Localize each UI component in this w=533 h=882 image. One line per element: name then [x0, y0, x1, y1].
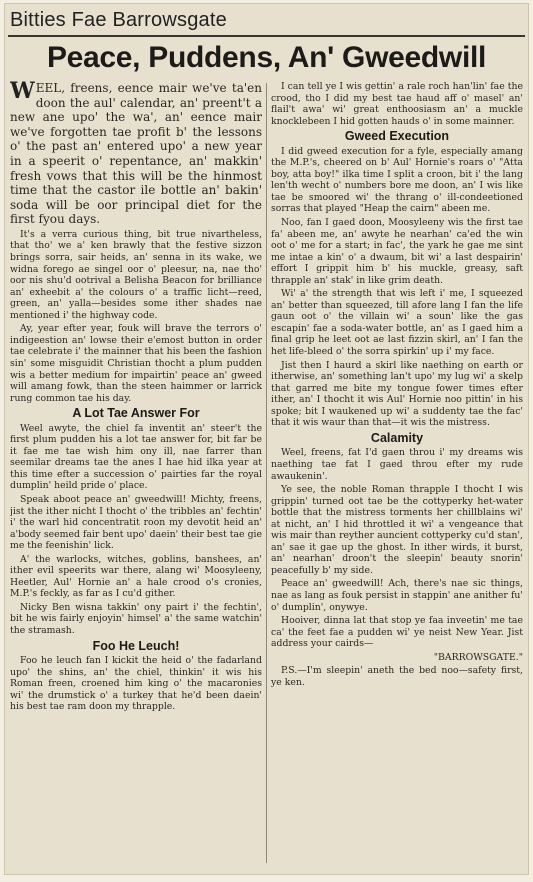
- paragraph: I can tell ye I wis gettin' a rale roch han'lin' fae the crood, tho I did my best tae haud aff o' masel' an' flail't awa' wi' great enthoosiasm an' a muckle knocklebeen I hid gotten hauds o' in some mainner.: [270, 81, 523, 127]
- subheading: Calamity: [370, 430, 424, 445]
- article-columns: [4, 81, 529, 865]
- column-divider: [266, 83, 267, 863]
- paragraph: A' the warlocks, witches, goblins, banshees, an' ither evil speerits war there, alang wi' Moosyleeny, Heetler, Aul' Hornie an' a hale crood o's cronies, M.P.'s feckly, as far as I cu'd gither.: [10, 553, 262, 600]
- paragraph: Ay, year efter year, fouk will brave the terrors o' indigeestion an' lowse their e'emost button in order tae celebrate i' the mainner that his been the fashion sin' some misguidit Christian thocht a plum pudden wis a better medium for impairtin' peace an' gweed will amang fowk, than the steen haimmer or larrick rung common tae his day.: [10, 323, 262, 404]
- author-signature: "BARROWSGATE.": [433, 651, 523, 663]
- paragraph: Weel awyte, the chiel fa inventit an' steer't the first plum pudden his a lot tae answer for, bit far be it fae me tae wish him ony ill, nae farrer than seemilar dreams tae the anes I hae hid ilka year at this time efter a succession o' pairties far the royal dumplin' heild pride o' place.: [10, 422, 262, 492]
- postscript: P.S.—I'm sleepin' aneth the bed noo—safety first, ye ken.: [270, 665, 523, 688]
- paragraph: Weel, freens, fat I'd gaen throu i' my dreams wis naething tae fat I gaed throu efter my rude awaukenin'.: [270, 447, 523, 482]
- paragraph: Foo he leuch fan I kickit the heid o' the fadarland upo' the shins, an' the chiel, thinkin' it wis his Roman freen, croened him king o' the macaronies wi' the drumstick o' a turkey that he'd been daein' his best tae ram doon my thrapple.: [10, 655, 262, 713]
- paragraph: Nicky Ben wisna takkin' ony pairt i' the fechtin', bit he wis fairly enjoyin' himsel' a' the same watchin' the stramash.: [10, 601, 262, 636]
- paragraph: Noo, fan I gaed doon, Moosyleeny wis the first tae fa' abeen me, an' awyte he nearhan' ca'ed the win oot o' me for a start; in fac', the yark he gae me sint me intae a kin' o' a dwaum, bit wi' a last despairin' effort I grippit him b' his muckle, greasy, saft thrapple an' stak' in like grim death.: [270, 217, 523, 286]
- paragraph: Hooiver, dinna lat that stop ye faa inveetin' me tae ca' the feet fae a pudden wi' ye neist New Year. Jist address your cairds—: [270, 615, 523, 650]
- drop-cap: W: [10, 81, 35, 104]
- subheading: Foo He Leuch!: [92, 638, 180, 653]
- column-kicker: Bitties Fae Barrowsgate: [10, 9, 227, 31]
- paragraph: It's a verra curious thing, bit true nivartheless, that tho' we a' ken brawly that the festive sizzon brings sorra, sair heids, an' senna in its wake, we widna forego ae singel oor o' pleesur, na, nae tho' oor nis shu'd ootrival a Belisha Beacon for brilliance an' exheebit a' the colours o' a traffic licht—reed, green, an' yalla—besides some ither shades nae mentioned i' the highway code.: [10, 228, 262, 321]
- paragraph: Jist then I haurd a skirl like naething on earth or itherwise, an' something lan't upo' my lug wi' a skelp that garred me bite my tongue fower times efter ither, an' I thocht it wis Aul' Hornie noo pittin' in his spoke; bit I waukened up wi' a suddenty tae the fac' that it wis waur than that—it wis the mistress.: [270, 359, 523, 429]
- intro-paragraph: WEEL, freens, eence mair we've ta'en doon the aul' calendar, an' preent't a new ane upo' the wa', an' eence mair we've forgotten tae profit b' the lessons o' the past an' entered upo' a new year in a speerit o' repentance, an' makkin' fresh vows that this will be the hinmost time that the castor ile bottle an' bakin' soda will be oor principal diet for the first fyou days.: [10, 81, 262, 227]
- paragraph: I did gweed execution for a fyle, especially amang the M.P.'s, cheered on b' Aul' Hornie's roars o' "Atta boy, atta boy!" ilka time I split a croon, bit i' the lang len'th wecht o' numbers bore me doon, an' I wis like tae be smoored wi' the thrang o' ill-condeetioned sorras that played "Heap the cairn" abeen me.: [270, 145, 523, 215]
- paragraph: Speak aboot peace an' gweedwill! Michty, freens, jist the ither nicht I thocht o' the tribbles an' fechtin' i' the warl hid concentratit roon my devotit heid an' a'body seemed fair bent upo' daein' their best tae gie me the feenishin' lick.: [10, 493, 262, 552]
- right-column: [271, 81, 523, 865]
- paragraph: Wi' a' the strength that wis left i' me, I squeezed an' better than squeezed, till afore lang I fan the life gaun oot o' the villain wi' a soun' like the gas escapin' fae a soda-water bottle, an' as I gaed him a final grip he leet oot ae last fizzin skirl, an' I fan the het life-bleed o' the sorra spirkin' up i' my face.: [270, 288, 523, 358]
- subheading: A Lot Tae Answer For: [72, 406, 200, 421]
- subheading: Gweed Execution: [344, 129, 450, 144]
- article-headline: Peace, Puddens, An' Gweedwill: [46, 41, 487, 74]
- newspaper-clipping: [4, 3, 529, 875]
- paragraph: Ye see, the noble Roman thrapple I thocht I wis grippin' turned oot tae be the cottyperky het-water bottle that the mistress torments her chillblains wi' at nicht, an' I hid throttled it wi' a vengeance that wis mair than reyther auncient cottyperky cu'd stan', an' sae it gae up the ghost. In ither wirds, it burst, an' nearhan' droon't the sleepin' beauty snorin' peacefully b' my side.: [270, 484, 523, 576]
- left-column: [10, 81, 262, 865]
- paragraph: Peace an' gweedwill! Ach, there's nae sic things, nae as lang as fouk persist in stappin' ane anither fu' o' dumplin', onywye.: [270, 578, 523, 613]
